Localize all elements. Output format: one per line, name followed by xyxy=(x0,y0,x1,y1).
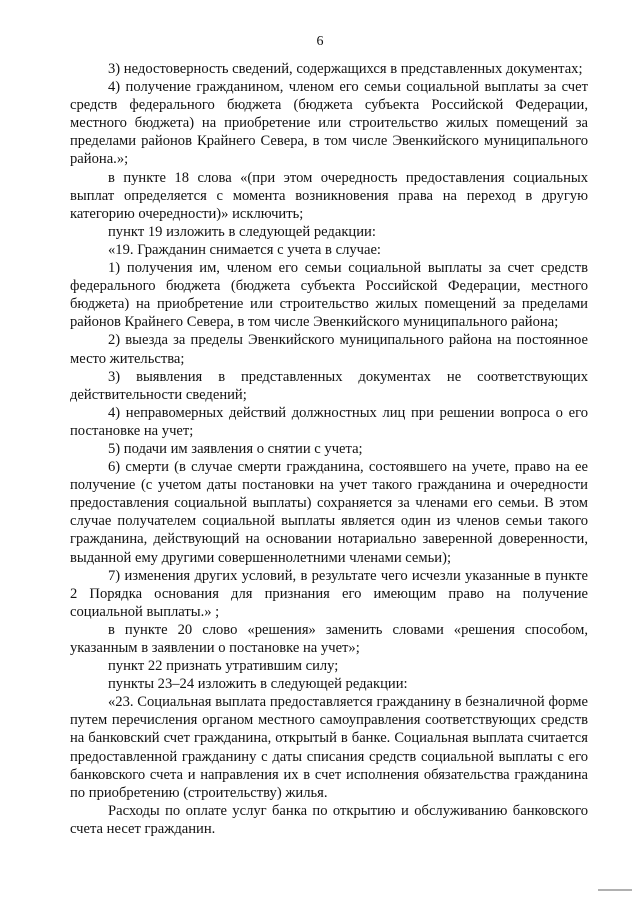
paragraph: «23. Социальная выплата предоставляется гражданину в безналичной форме путем перечисления органом местного самоуправления соответствующих средств на банковский счет гражданина, открытый в банке. Социальная выплата считается предоставленной гражданину с даты списания средств социальной выплаты с его банковского счета и направления их в счет исполнения обязательства гражданина по приобретению (строительству) жилья. xyxy=(70,694,588,801)
paragraph: пункт 19 изложить в следующей редакции: xyxy=(108,223,376,240)
paragraph: 7) изменения других условий, в результате чего исчезли указанные в пункте 2 Порядка основания для признания его имеющим право на получение социальной выплаты.» ; xyxy=(70,567,588,620)
paragraph: 2) выезда за пределы Эвенкийского муниципального района на постоянное место жительства; xyxy=(70,332,588,367)
paragraph: пункт 22 признать утратившим силу; xyxy=(108,658,339,675)
paragraph: 4) получение гражданином, членом его семьи социальной выплаты за счет средств федерального бюджета (бюджета субъекта Российской Федерации, местного бюджета) на приобретение или строительство жилых помещений за пределами районов Крайнего Севера, в том числе Эвенкийского муниципального района.»; xyxy=(70,79,588,168)
paragraph: Расходы по оплате услуг банка по открытию и обслуживанию банковского счета несет гражданин. xyxy=(70,802,588,837)
paragraph: 4) неправомерных действий должностных лиц при решении вопроса о его постановке на учет; xyxy=(70,404,588,439)
paragraph: 1) получения им, членом его семьи социальной выплаты за счет средств федерального бюджета (бюджета субъекта Российской Федерации, местного бюджета) на приобретение или строительство жилых помещений за пределами районов Крайнего Севера, в том числе Эвенкийского муниципального района; xyxy=(70,260,588,331)
paragraph: 3) недостоверность сведений, содержащихся в представленных документах; xyxy=(108,61,583,77)
scan-artifact-line xyxy=(598,889,632,891)
page-number: 6 xyxy=(316,34,324,49)
paragraph: 3) выявления в представленных документах не соответствующих действительности сведений; xyxy=(70,368,588,403)
paragraph: «19. Гражданин снимается с учета в случае: xyxy=(108,241,381,258)
paragraph: 5) подачи им заявления о снятии с учета; xyxy=(108,440,363,457)
paragraph: 6) смерти (в случае смерти гражданина, состоявшего на учете, право на ее получение (с учетом даты постановки на учет такого гражданина и очередности предоставления социальной выплаты) сохраняется за членами его семьи. В этом случае получателем социальной выплаты является один из членов семьи такого гражданина, действующий на основании нотариально заверенной доверенности, выданной ему другими совершеннолетними членами семьи); xyxy=(70,459,588,566)
document-body xyxy=(70,60,588,838)
paragraph: пункты 23–24 изложить в следующей редакции: xyxy=(108,676,408,693)
paragraph: в пункте 20 слово «решения» заменить словами «решения способом, указанным в заявлении о постановке на учет»; xyxy=(70,621,588,656)
paragraph: в пункте 18 слова «(при этом очередность предоставления социальных выплат определяется с момента возникновения права на переход в другую категорию очередности)» исключить; xyxy=(70,169,588,222)
